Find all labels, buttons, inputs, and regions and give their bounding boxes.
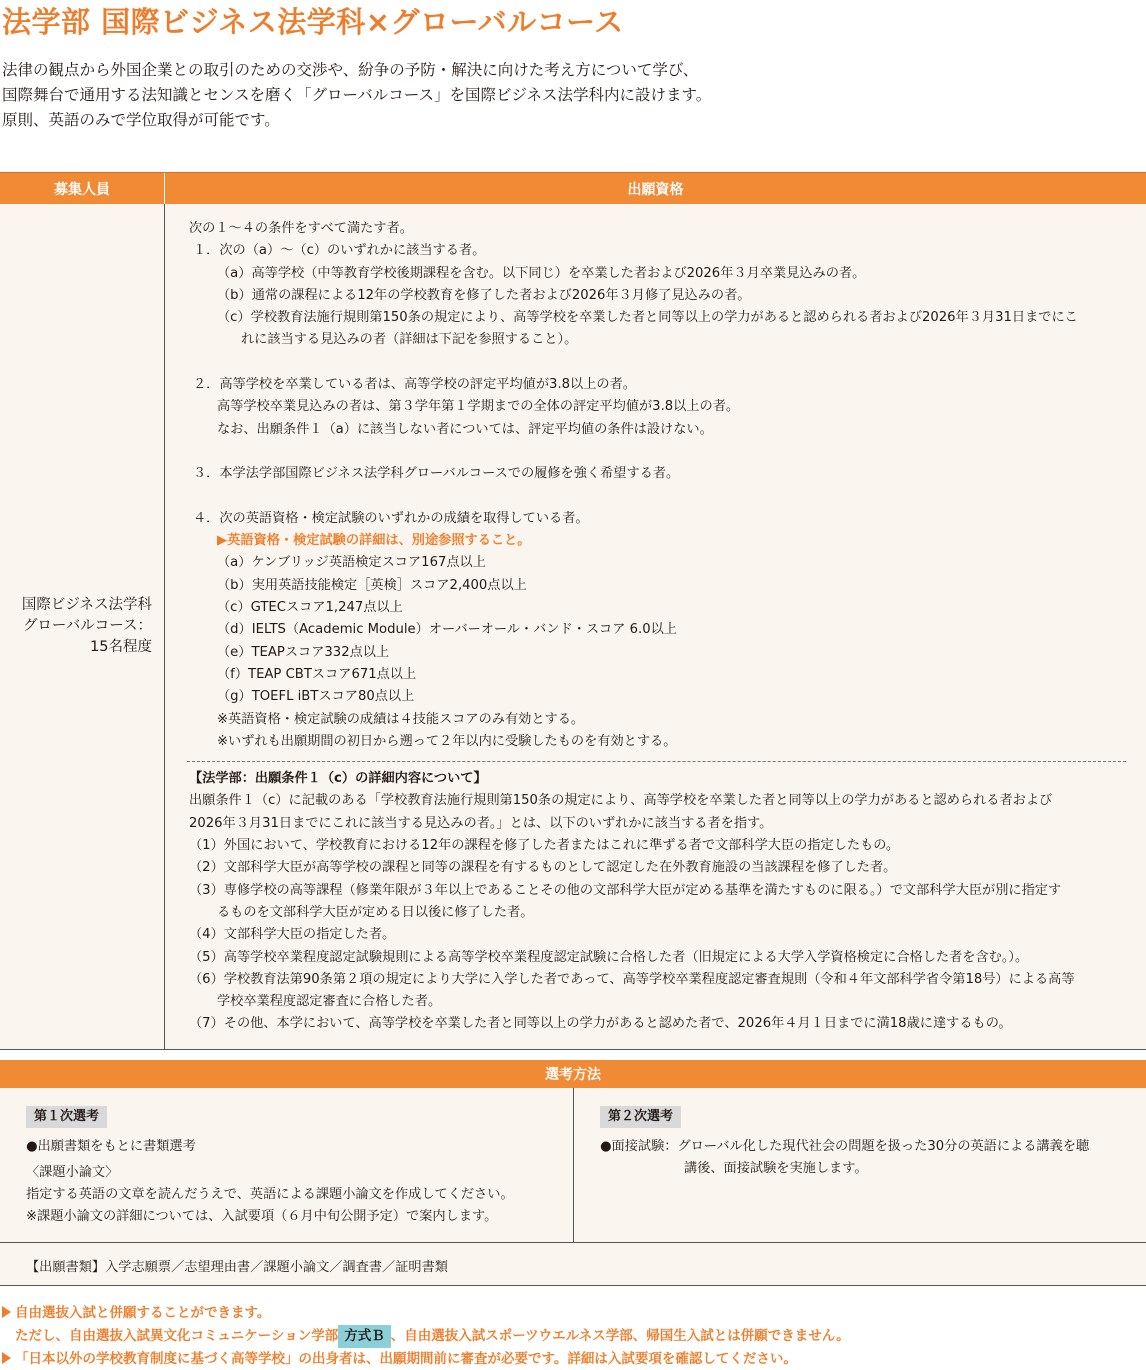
recruit-text [22,595,152,658]
intro-text [2,58,711,133]
english-test-item: （a）ケンブリッジ英語検定スコア167点以上 [217,555,486,571]
detail-item: （1）外国において、学校教育における12年の課程を修了した者またはこれに準ずる者で文部科学大臣の指定したもの。 [189,838,900,854]
note-text: 、自由選抜入試スポーツウエルネス学部、帰国生入試とは併願できません。 [390,1328,850,1344]
qualification-table [0,204,1146,1050]
first-stage-line: 〈課題小論文〉 [26,1165,119,1180]
header-qualification: 出願資格 [627,181,684,198]
triangle-icon [2,1306,11,1318]
condition-1b: （b）通常の課程による12年の学校教育を修了した者および2026年３月修了見込みの者。 [217,287,751,303]
dashed-divider [187,761,1126,762]
condition-4: ４．次の英語資格・検定試験のいずれかの成績を取得している者。 [193,510,589,526]
first-stage-line: ※課題小論文の詳細については、入試要項（６月中旬公開予定）で案内します。 [26,1209,498,1224]
note-text: 自由選抜入試と併願することができます。 [15,1305,271,1321]
condition-3: ３．本学法学部国際ビジネス法学科グローバルコースでの履修を強く希望する者。 [193,466,680,482]
selection-stages [0,1088,1146,1243]
detail-item: （4）文部科学大臣の指定した者。 [189,927,396,943]
english-test-item: （d）IELTS（Academic Module）オーバーオール・バンド・スコア 6.0以上 [217,622,677,638]
intro-line: 国際舞台で通用する法知識とセンスを磨く「グローバルコース」を国際ビジネス法学科内に設けます。 [2,86,712,104]
detail-item: （7）その他、本学において、高等学校を卒業した者と同等以上の学力があると認めた者で、2026年４月１日までに満18歳に達するもの。 [189,1016,1012,1032]
first-stage-line: ●出願書類をもとに書類選考 [26,1139,196,1154]
condition-2-line: なお、出願条件１（a）に該当しない者については、評定平均値の条件は設けない。 [217,421,713,437]
recruit-line: グローバルコース： [22,618,152,634]
detail-item: （6）学校教育法第90条第２項の規定により大学に入学した者であって、高等学校卒業程度認定審査規則（令和４年文部科学省令第18号）による高等 [189,971,1075,987]
condition-1c: （c）学校教育法施行規則第150条の規定により、高等学校を卒業した者と同等以上の学力があると認められる者および2026年３月31日までにこ [217,310,1078,326]
first-stage-badge: 第１次選考 [26,1106,107,1128]
detail-item-cont: 学校卒業程度認定審査に合格した者。 [217,994,442,1010]
page-title: 法学部 国際ビジネス法学科×グローバルコース [2,5,624,39]
triangle-icon [2,1352,11,1364]
recruit-line: 15名程度 [90,639,152,655]
detail-item: （2）文部科学大臣が高等学校の課程と同等の課程を有するものとして認定した在外教育施設の当該課程を修了した者。 [189,860,897,876]
note-line [2,1325,850,1348]
detail-title: 【法学部：出願条件１（c）の詳細内容について】 [189,771,487,787]
selection-header: 選考方法 [0,1060,1146,1088]
second-stage-line: ●面接試験：グローバル化した現代社会の問題を扱った30分の英語による講義を聴 [600,1139,1090,1154]
intro-line: 法律の観点から外国企業との取引のための交渉や、紛争の予防・解決に向けた考え方について学び、 [2,61,699,79]
condition-2-line: 高等学校卒業見込みの者は、第３学年第１学期までの全体の評定平均値が3.8以上の者。 [217,399,740,415]
intro-line: 原則、英語のみで学位取得が可能です。 [2,111,280,129]
first-stage-line: 指定する英語の文章を読んだうえで、英語による課題小論文を作成してください。 [26,1187,514,1202]
second-stage-badge: 第２次選考 [600,1106,681,1128]
note-line [2,1302,850,1325]
english-test-item: （e）TEAPスコア332点以上 [217,644,390,660]
selection-table [0,1088,1146,1286]
detail-item: （3）専修学校の高等課程（修業年限が３年以上であることその他の文部科学大臣が定める基準を満たすものに限る。）で文部科学大臣が別に指定す [189,882,1062,898]
recruit-line: 国際ビジネス法学科 [21,597,152,613]
english-test-item: （c）GTECスコア1,247点以上 [217,600,403,616]
english-test-item: （g）TOEFL iBTスコア80点以上 [217,689,415,705]
notes [2,1302,850,1370]
condition-1: １．次の（a）～（c）のいずれかに該当する者。 [193,243,486,259]
english-test-note: ※英語資格・検定試験の成績は４技能スコアのみ有効とする。 [217,711,585,727]
english-test-item: （b）実用英語技能検定［英検］スコア2,400点以上 [217,577,527,593]
detail-line: 2026年３月31日までにこれに該当する見込みの者。」とは、以下のいずれかに該当する者を指す。 [189,815,773,831]
note-text: 「日本以外の学校教育制度に基づく高等学校」の出身者は、出願期間前に審査が必要です。詳細は入試要項を確認してください。 [15,1351,797,1367]
english-test-note: ※いずれも出願期間の初日から遡って２年以内に受験したものを有効とする。 [217,733,677,749]
english-test-item: （f）TEAP CBTスコア671点以上 [217,666,417,682]
recruit-cell [0,204,165,1049]
qualification-cell [165,204,1146,1049]
second-stage-line: 講後、面接試験を実施します。 [684,1161,868,1176]
detail-line: 出願条件１（c）に記載のある「学校教育法施行規則第150条の規定により、高等学校を卒業した者と同等以上の学力があると認められる者および [189,793,1053,809]
condition-2: ２．高等学校を卒業している者は、高等学校の評定平均値が3.8以上の者。 [193,377,636,393]
second-stage [574,1088,1146,1242]
first-stage [0,1088,574,1242]
condition-1c-cont: れに該当する見込みの者（詳細は下記を参照すること）。 [241,332,578,348]
method-b-badge: 方式Ｂ [338,1325,391,1348]
note-line [2,1348,850,1370]
application-documents: 【出願書類】入学志願票／志望理由書／課題小論文／調査書／証明書類 [26,1260,448,1275]
note-text: ただし、自由選抜入試異文化コミュニケーション学部 [15,1328,339,1344]
qual-intro: 次の１～４の条件をすべて満たす者。 [189,221,413,236]
detail-item: （5）高等学校卒業程度認定試験規則による高等学校卒業程度認定試験に合格した者（旧規定による大学入学資格検定に合格した者を含む。）。 [189,949,1029,965]
detail-item-cont: るものを文部科学大臣が定める日以後に修了した者。 [217,904,534,920]
condition-1a: （a）高等学校（中等教育学校後期課程を含む。以下同じ）を卒業した者および2026年３月卒業見込みの者。 [217,265,866,281]
english-test-link[interactable]: ▶英語資格・検定試験の詳細は、別途参照すること。 [217,533,531,549]
header-recruit: 募集人員 [0,173,165,204]
table-header [0,172,1146,204]
